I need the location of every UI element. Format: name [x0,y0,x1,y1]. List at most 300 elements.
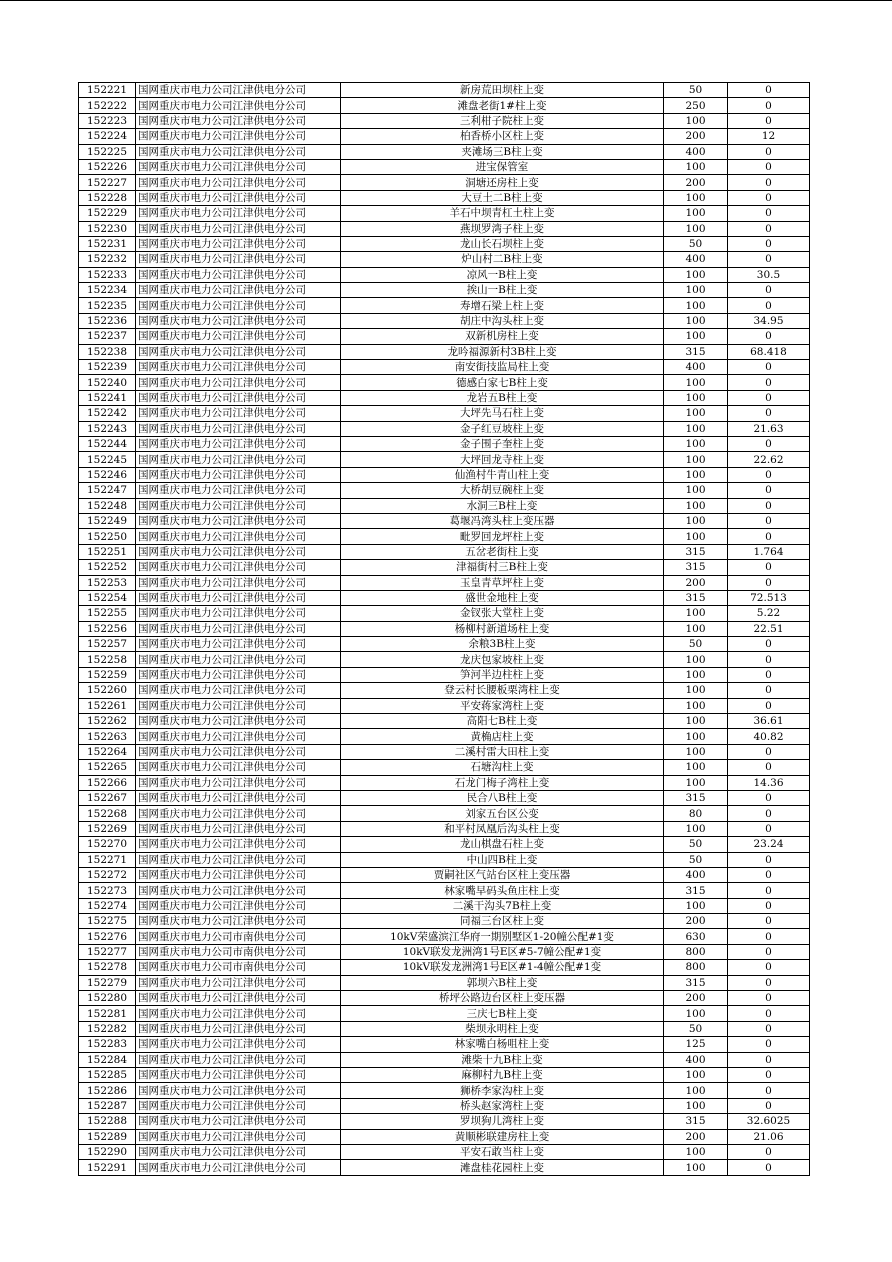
org-name-cell: 国网重庆市电力公司江津供电分公司 [136,852,341,867]
value-cell: 0 [728,960,810,975]
table-row [79,129,810,144]
transformer-name-cell: 桥头赵家湾柱上变 [341,1098,664,1113]
capacity-cell: 100 [664,898,728,913]
capacity-cell: 200 [664,575,728,590]
table-row [79,467,810,482]
capacity-cell: 200 [664,129,728,144]
transformer-name-cell: 三利柑子院柱上变 [341,113,664,128]
capacity-cell: 100 [664,329,728,344]
table-row [79,729,810,744]
capacity-cell: 100 [664,483,728,498]
table-row [79,298,810,313]
value-cell: 0 [728,252,810,267]
value-cell: 0 [728,190,810,205]
value-cell: 32.6025 [728,1114,810,1129]
row-id-cell: 152255 [79,606,136,621]
table-row [79,252,810,267]
transformer-name-cell: 龙岩五B柱上变 [341,390,664,405]
org-name-cell: 国网重庆市电力公司江津供电分公司 [136,498,341,513]
table-row [79,775,810,790]
org-name-cell: 国网重庆市电力公司江津供电分公司 [136,313,341,328]
row-id-cell: 152237 [79,329,136,344]
org-name-cell: 国网重庆市电力公司江津供电分公司 [136,298,341,313]
capacity-cell: 80 [664,806,728,821]
value-cell: 0 [728,1006,810,1021]
capacity-cell: 400 [664,867,728,882]
transformer-name-cell: 林家嘴早码头鱼庄柱上变 [341,883,664,898]
transformer-name-cell: 柴坝永明柱上变 [341,1021,664,1036]
table-row [79,1129,810,1144]
value-cell: 14.36 [728,775,810,790]
row-id-cell: 152238 [79,344,136,359]
transformer-name-cell: 登云村长腰板栗湾柱上变 [341,683,664,698]
table-row [79,991,810,1006]
transformer-name-cell: 南安街技监局柱上变 [341,360,664,375]
value-cell: 0 [728,206,810,221]
org-name-cell: 国网重庆市电力公司江津供电分公司 [136,375,341,390]
transformer-name-cell: 龙庆包家坡柱上变 [341,652,664,667]
transformer-name-cell: 高阳七B柱上变 [341,714,664,729]
table-row [79,1052,810,1067]
value-cell: 0 [728,175,810,190]
org-name-cell: 国网重庆市电力公司江津供电分公司 [136,560,341,575]
table-row [79,98,810,113]
transformer-name-cell: 羊石中坝青杠土柱上变 [341,206,664,221]
org-name-cell: 国网重庆市电力公司江津供电分公司 [136,360,341,375]
table-row [79,390,810,405]
capacity-cell: 100 [664,390,728,405]
capacity-cell: 100 [664,1160,728,1175]
table-row [79,698,810,713]
value-cell: 0 [728,159,810,174]
table-row [79,1160,810,1175]
org-name-cell: 国网重庆市电力公司江津供电分公司 [136,1006,341,1021]
capacity-cell: 100 [664,1144,728,1159]
capacity-cell: 100 [664,190,728,205]
value-cell: 0 [728,760,810,775]
org-name-cell: 国网重庆市电力公司江津供电分公司 [136,344,341,359]
table-row [79,375,810,390]
row-id-cell: 152254 [79,590,136,605]
transformer-name-cell: 洞塘还房柱上变 [341,175,664,190]
transformer-name-cell: 金钗张大堂柱上变 [341,606,664,621]
org-name-cell: 国网重庆市电力公司江津供电分公司 [136,98,341,113]
capacity-cell: 800 [664,960,728,975]
org-name-cell: 国网重庆市电力公司江津供电分公司 [136,1037,341,1052]
capacity-cell: 100 [664,714,728,729]
org-name-cell: 国网重庆市电力公司江津供电分公司 [136,221,341,236]
capacity-cell: 100 [664,313,728,328]
row-id-cell: 152267 [79,790,136,805]
org-name-cell: 国网重庆市电力公司江津供电分公司 [136,637,341,652]
transformer-name-cell: 滩盘老街1#柱上变 [341,98,664,113]
transformer-name-cell: 罗坝狗儿湾柱上变 [341,1114,664,1129]
table-row [79,914,810,929]
row-id-cell: 152271 [79,852,136,867]
org-name-cell: 国网重庆市电力公司江津供电分公司 [136,144,341,159]
capacity-cell: 100 [664,283,728,298]
org-name-cell: 国网重庆市电力公司江津供电分公司 [136,744,341,759]
row-id-cell: 152234 [79,283,136,298]
table-row [79,744,810,759]
capacity-cell: 50 [664,236,728,251]
row-id-cell: 152277 [79,944,136,959]
table-row [79,206,810,221]
table-row [79,513,810,528]
value-cell: 12 [728,129,810,144]
value-cell: 72.513 [728,590,810,605]
row-id-cell: 152243 [79,421,136,436]
page-top-rule [0,0,892,1]
row-id-cell: 152221 [79,83,136,98]
transformer-name-cell: 桥坪公路边台区柱上变压器 [341,991,664,1006]
table-row [79,883,810,898]
org-name-cell: 国网重庆市电力公司江津供电分公司 [136,467,341,482]
value-cell: 0 [728,529,810,544]
row-id-cell: 152259 [79,667,136,682]
table-row [79,406,810,421]
capacity-cell: 315 [664,590,728,605]
table-row [79,483,810,498]
row-id-cell: 152288 [79,1114,136,1129]
capacity-cell: 100 [664,821,728,836]
value-cell: 0 [728,498,810,513]
transformer-name-cell: 郭坝六B柱上变 [341,975,664,990]
capacity-cell: 100 [664,744,728,759]
capacity-cell: 100 [664,667,728,682]
row-id-cell: 152240 [79,375,136,390]
capacity-cell: 50 [664,637,728,652]
table-row [79,113,810,128]
row-id-cell: 152265 [79,760,136,775]
transformer-name-cell: 余粮3B柱上变 [341,637,664,652]
row-id-cell: 152291 [79,1160,136,1175]
transformer-name-cell: 挨山一B柱上变 [341,283,664,298]
value-cell: 5.22 [728,606,810,621]
value-cell: 0 [728,914,810,929]
table-row [79,1114,810,1129]
capacity-cell: 100 [664,1068,728,1083]
table-row [79,637,810,652]
capacity-cell: 100 [664,683,728,698]
table-row [79,806,810,821]
value-cell: 0 [728,991,810,1006]
org-name-cell: 国网重庆市电力公司江津供电分公司 [136,575,341,590]
transformer-name-cell: 中山四B柱上变 [341,852,664,867]
org-name-cell: 国网重庆市电力公司江津供电分公司 [136,421,341,436]
transformer-name-cell: 同福三台区柱上变 [341,914,664,929]
value-cell: 0 [728,436,810,451]
org-name-cell: 国网重庆市电力公司江津供电分公司 [136,159,341,174]
row-id-cell: 152262 [79,714,136,729]
value-cell: 0 [728,298,810,313]
table-row [79,667,810,682]
row-id-cell: 152278 [79,960,136,975]
value-cell: 34.95 [728,313,810,328]
value-cell: 0 [728,144,810,159]
value-cell: 0 [728,898,810,913]
table-row [79,360,810,375]
row-id-cell: 152252 [79,560,136,575]
row-id-cell: 152228 [79,190,136,205]
transformer-name-cell: 燕坝罗湾子柱上变 [341,221,664,236]
row-id-cell: 152256 [79,621,136,636]
row-id-cell: 152282 [79,1021,136,1036]
transformer-name-cell: 大豆土二B柱上变 [341,190,664,205]
capacity-cell: 630 [664,929,728,944]
org-name-cell: 国网重庆市电力公司江津供电分公司 [136,129,341,144]
capacity-cell: 100 [664,652,728,667]
capacity-cell: 400 [664,144,728,159]
value-cell: 0 [728,560,810,575]
capacity-cell: 100 [664,375,728,390]
value-cell: 23.24 [728,837,810,852]
transformer-name-cell: 金子红豆坡柱上变 [341,421,664,436]
value-cell: 0 [728,1037,810,1052]
transformer-name-cell: 龙山棋盘石柱上变 [341,837,664,852]
row-id-cell: 152230 [79,221,136,236]
org-name-cell: 国网重庆市电力公司江津供电分公司 [136,83,341,98]
org-name-cell: 国网重庆市电力公司江津供电分公司 [136,483,341,498]
row-id-cell: 152260 [79,683,136,698]
value-cell: 0 [728,806,810,821]
org-name-cell: 国网重庆市电力公司江津供电分公司 [136,452,341,467]
org-name-cell: 国网重庆市电力公司江津供电分公司 [136,898,341,913]
transformer-table [78,82,810,1176]
row-id-cell: 152241 [79,390,136,405]
capacity-cell: 100 [664,406,728,421]
transformer-name-cell: 10kV荣盛滨江华府一期别墅区1-20幢公配#1变 [341,929,664,944]
transformer-name-cell: 大桥胡豆碗柱上变 [341,483,664,498]
table-row [79,575,810,590]
org-name-cell: 国网重庆市电力公司江津供电分公司 [136,1083,341,1098]
table-row [79,760,810,775]
capacity-cell: 100 [664,452,728,467]
capacity-cell: 100 [664,729,728,744]
transformer-name-cell: 贾嗣社区气站台区柱上变压器 [341,867,664,882]
transformer-name-cell: 平安蒋家湾柱上变 [341,698,664,713]
row-id-cell: 152284 [79,1052,136,1067]
row-id-cell: 152224 [79,129,136,144]
org-name-cell: 国网重庆市电力公司江津供电分公司 [136,113,341,128]
value-cell: 0 [728,467,810,482]
org-name-cell: 国网重庆市电力公司江津供电分公司 [136,714,341,729]
value-cell: 0 [728,821,810,836]
capacity-cell: 100 [664,529,728,544]
row-id-cell: 152244 [79,436,136,451]
transformer-name-cell: 盛世金地柱上变 [341,590,664,605]
row-id-cell: 152245 [79,452,136,467]
value-cell: 0 [728,1083,810,1098]
capacity-cell: 800 [664,944,728,959]
capacity-cell: 100 [664,113,728,128]
row-id-cell: 152249 [79,513,136,528]
value-cell: 0 [728,698,810,713]
row-id-cell: 152229 [79,206,136,221]
table-row [79,1144,810,1159]
org-name-cell: 国网重庆市电力公司江津供电分公司 [136,1068,341,1083]
capacity-cell: 400 [664,252,728,267]
org-name-cell: 国网重庆市电力公司江津供电分公司 [136,683,341,698]
row-id-cell: 152287 [79,1098,136,1113]
transformer-table-body [79,83,810,1176]
transformer-name-cell: 夹滩场三B柱上变 [341,144,664,159]
value-cell: 0 [728,975,810,990]
org-name-cell: 国网重庆市电力公司江津供电分公司 [136,914,341,929]
org-name-cell: 国网重庆市电力公司江津供电分公司 [136,760,341,775]
transformer-name-cell: 黄桷店柱上变 [341,729,664,744]
value-cell: 40.82 [728,729,810,744]
org-name-cell: 国网重庆市电力公司江津供电分公司 [136,283,341,298]
capacity-cell: 400 [664,1052,728,1067]
table-row [79,837,810,852]
org-name-cell: 国网重庆市电力公司江津供电分公司 [136,667,341,682]
row-id-cell: 152279 [79,975,136,990]
row-id-cell: 152266 [79,775,136,790]
org-name-cell: 国网重庆市电力公司江津供电分公司 [136,590,341,605]
value-cell: 21.63 [728,421,810,436]
value-cell: 0 [728,1098,810,1113]
capacity-cell: 315 [664,883,728,898]
row-id-cell: 152281 [79,1006,136,1021]
transformer-name-cell: 笋河半边柱柱上变 [341,667,664,682]
row-id-cell: 152258 [79,652,136,667]
transformer-name-cell: 10kV联发龙洲湾1号E区#1-4幢公配#1变 [341,960,664,975]
value-cell: 68.418 [728,344,810,359]
row-id-cell: 152247 [79,483,136,498]
transformer-name-cell: 进宝保管室 [341,159,664,174]
table-row [79,852,810,867]
row-id-cell: 152231 [79,236,136,251]
value-cell: 0 [728,283,810,298]
value-cell: 0 [728,575,810,590]
capacity-cell: 315 [664,544,728,559]
value-cell: 0 [728,1052,810,1067]
row-id-cell: 152286 [79,1083,136,1098]
transformer-name-cell: 刘家五台区公变 [341,806,664,821]
transformer-name-cell: 三庆七B柱上变 [341,1006,664,1021]
transformer-name-cell: 林家嘴白杨咀柱上变 [341,1037,664,1052]
org-name-cell: 国网重庆市电力公司江津供电分公司 [136,837,341,852]
table-row [79,221,810,236]
capacity-cell: 100 [664,513,728,528]
org-name-cell: 国网重庆市电力公司江津供电分公司 [136,621,341,636]
table-row [79,960,810,975]
capacity-cell: 315 [664,344,728,359]
org-name-cell: 国网重庆市电力公司江津供电分公司 [136,652,341,667]
table-row [79,1083,810,1098]
capacity-cell: 315 [664,975,728,990]
transformer-name-cell: 滩盘桂花园柱上变 [341,1160,664,1175]
table-row [79,498,810,513]
table-row [79,929,810,944]
org-name-cell: 国网重庆市电力公司江津供电分公司 [136,806,341,821]
table-row [79,283,810,298]
row-id-cell: 152285 [79,1068,136,1083]
capacity-cell: 315 [664,560,728,575]
value-cell: 0 [728,483,810,498]
capacity-cell: 315 [664,790,728,805]
transformer-name-cell: 平安石敢当柱上变 [341,1144,664,1159]
value-cell: 0 [728,1068,810,1083]
org-name-cell: 国网重庆市电力公司江津供电分公司 [136,267,341,282]
transformer-name-cell: 毗罗回龙坪柱上变 [341,529,664,544]
capacity-cell: 100 [664,760,728,775]
row-id-cell: 152227 [79,175,136,190]
table-row [79,821,810,836]
row-id-cell: 152253 [79,575,136,590]
value-cell: 1.764 [728,544,810,559]
transformer-name-cell: 麻柳村九B柱上变 [341,1068,664,1083]
transformer-name-cell: 德感白家七B柱上变 [341,375,664,390]
row-id-cell: 152235 [79,298,136,313]
capacity-cell: 100 [664,621,728,636]
transformer-name-cell: 黄顺彬联建房柱上变 [341,1129,664,1144]
row-id-cell: 152290 [79,1144,136,1159]
table-row [79,267,810,282]
table-row [79,1006,810,1021]
org-name-cell: 国网重庆市电力公司江津供电分公司 [136,1021,341,1036]
row-id-cell: 152223 [79,113,136,128]
capacity-cell: 100 [664,298,728,313]
value-cell: 21.06 [728,1129,810,1144]
transformer-name-cell: 胡庄中沟头柱上变 [341,313,664,328]
capacity-cell: 200 [664,914,728,929]
table-row [79,1098,810,1113]
row-id-cell: 152236 [79,313,136,328]
transformer-name-cell: 民合八B柱上变 [341,790,664,805]
org-name-cell: 国网重庆市电力公司江津供电分公司 [136,606,341,621]
table-row [79,83,810,98]
capacity-cell: 100 [664,421,728,436]
org-name-cell: 国网重庆市电力公司江津供电分公司 [136,883,341,898]
value-cell: 0 [728,637,810,652]
transformer-name-cell: 石塘沟柱上变 [341,760,664,775]
capacity-cell: 100 [664,267,728,282]
value-cell: 0 [728,1160,810,1175]
value-cell: 0 [728,929,810,944]
org-name-cell: 国网重庆市电力公司江津供电分公司 [136,529,341,544]
transformer-name-cell: 滩柴十九B柱上变 [341,1052,664,1067]
org-name-cell: 国网重庆市电力公司江津供电分公司 [136,821,341,836]
table-row [79,421,810,436]
row-id-cell: 152264 [79,744,136,759]
transformer-name-cell: 二溪干沟头7B柱上变 [341,898,664,913]
capacity-cell: 400 [664,360,728,375]
row-id-cell: 152280 [79,991,136,1006]
capacity-cell: 200 [664,175,728,190]
transformer-name-cell: 五岔老街柱上变 [341,544,664,559]
org-name-cell: 国网重庆市电力公司江津供电分公司 [136,1098,341,1113]
value-cell: 30.5 [728,267,810,282]
table-row [79,236,810,251]
org-name-cell: 国网重庆市电力公司江津供电分公司 [136,991,341,1006]
value-cell: 0 [728,883,810,898]
org-name-cell: 国网重庆市电力公司江津供电分公司 [136,729,341,744]
capacity-cell: 100 [664,1083,728,1098]
value-cell: 36.61 [728,714,810,729]
value-cell: 0 [728,406,810,421]
transformer-name-cell: 寿增石梁上柱上变 [341,298,664,313]
transformer-name-cell: 二溪村雷大田柱上变 [341,744,664,759]
row-id-cell: 152276 [79,929,136,944]
capacity-cell: 100 [664,698,728,713]
org-name-cell: 国网重庆市电力公司江津供电分公司 [136,252,341,267]
org-name-cell: 国网重庆市电力公司江津供电分公司 [136,406,341,421]
row-id-cell: 152269 [79,821,136,836]
transformer-name-cell: 炉山村二B柱上变 [341,252,664,267]
org-name-cell: 国网重庆市电力公司江津供电分公司 [136,1114,341,1129]
